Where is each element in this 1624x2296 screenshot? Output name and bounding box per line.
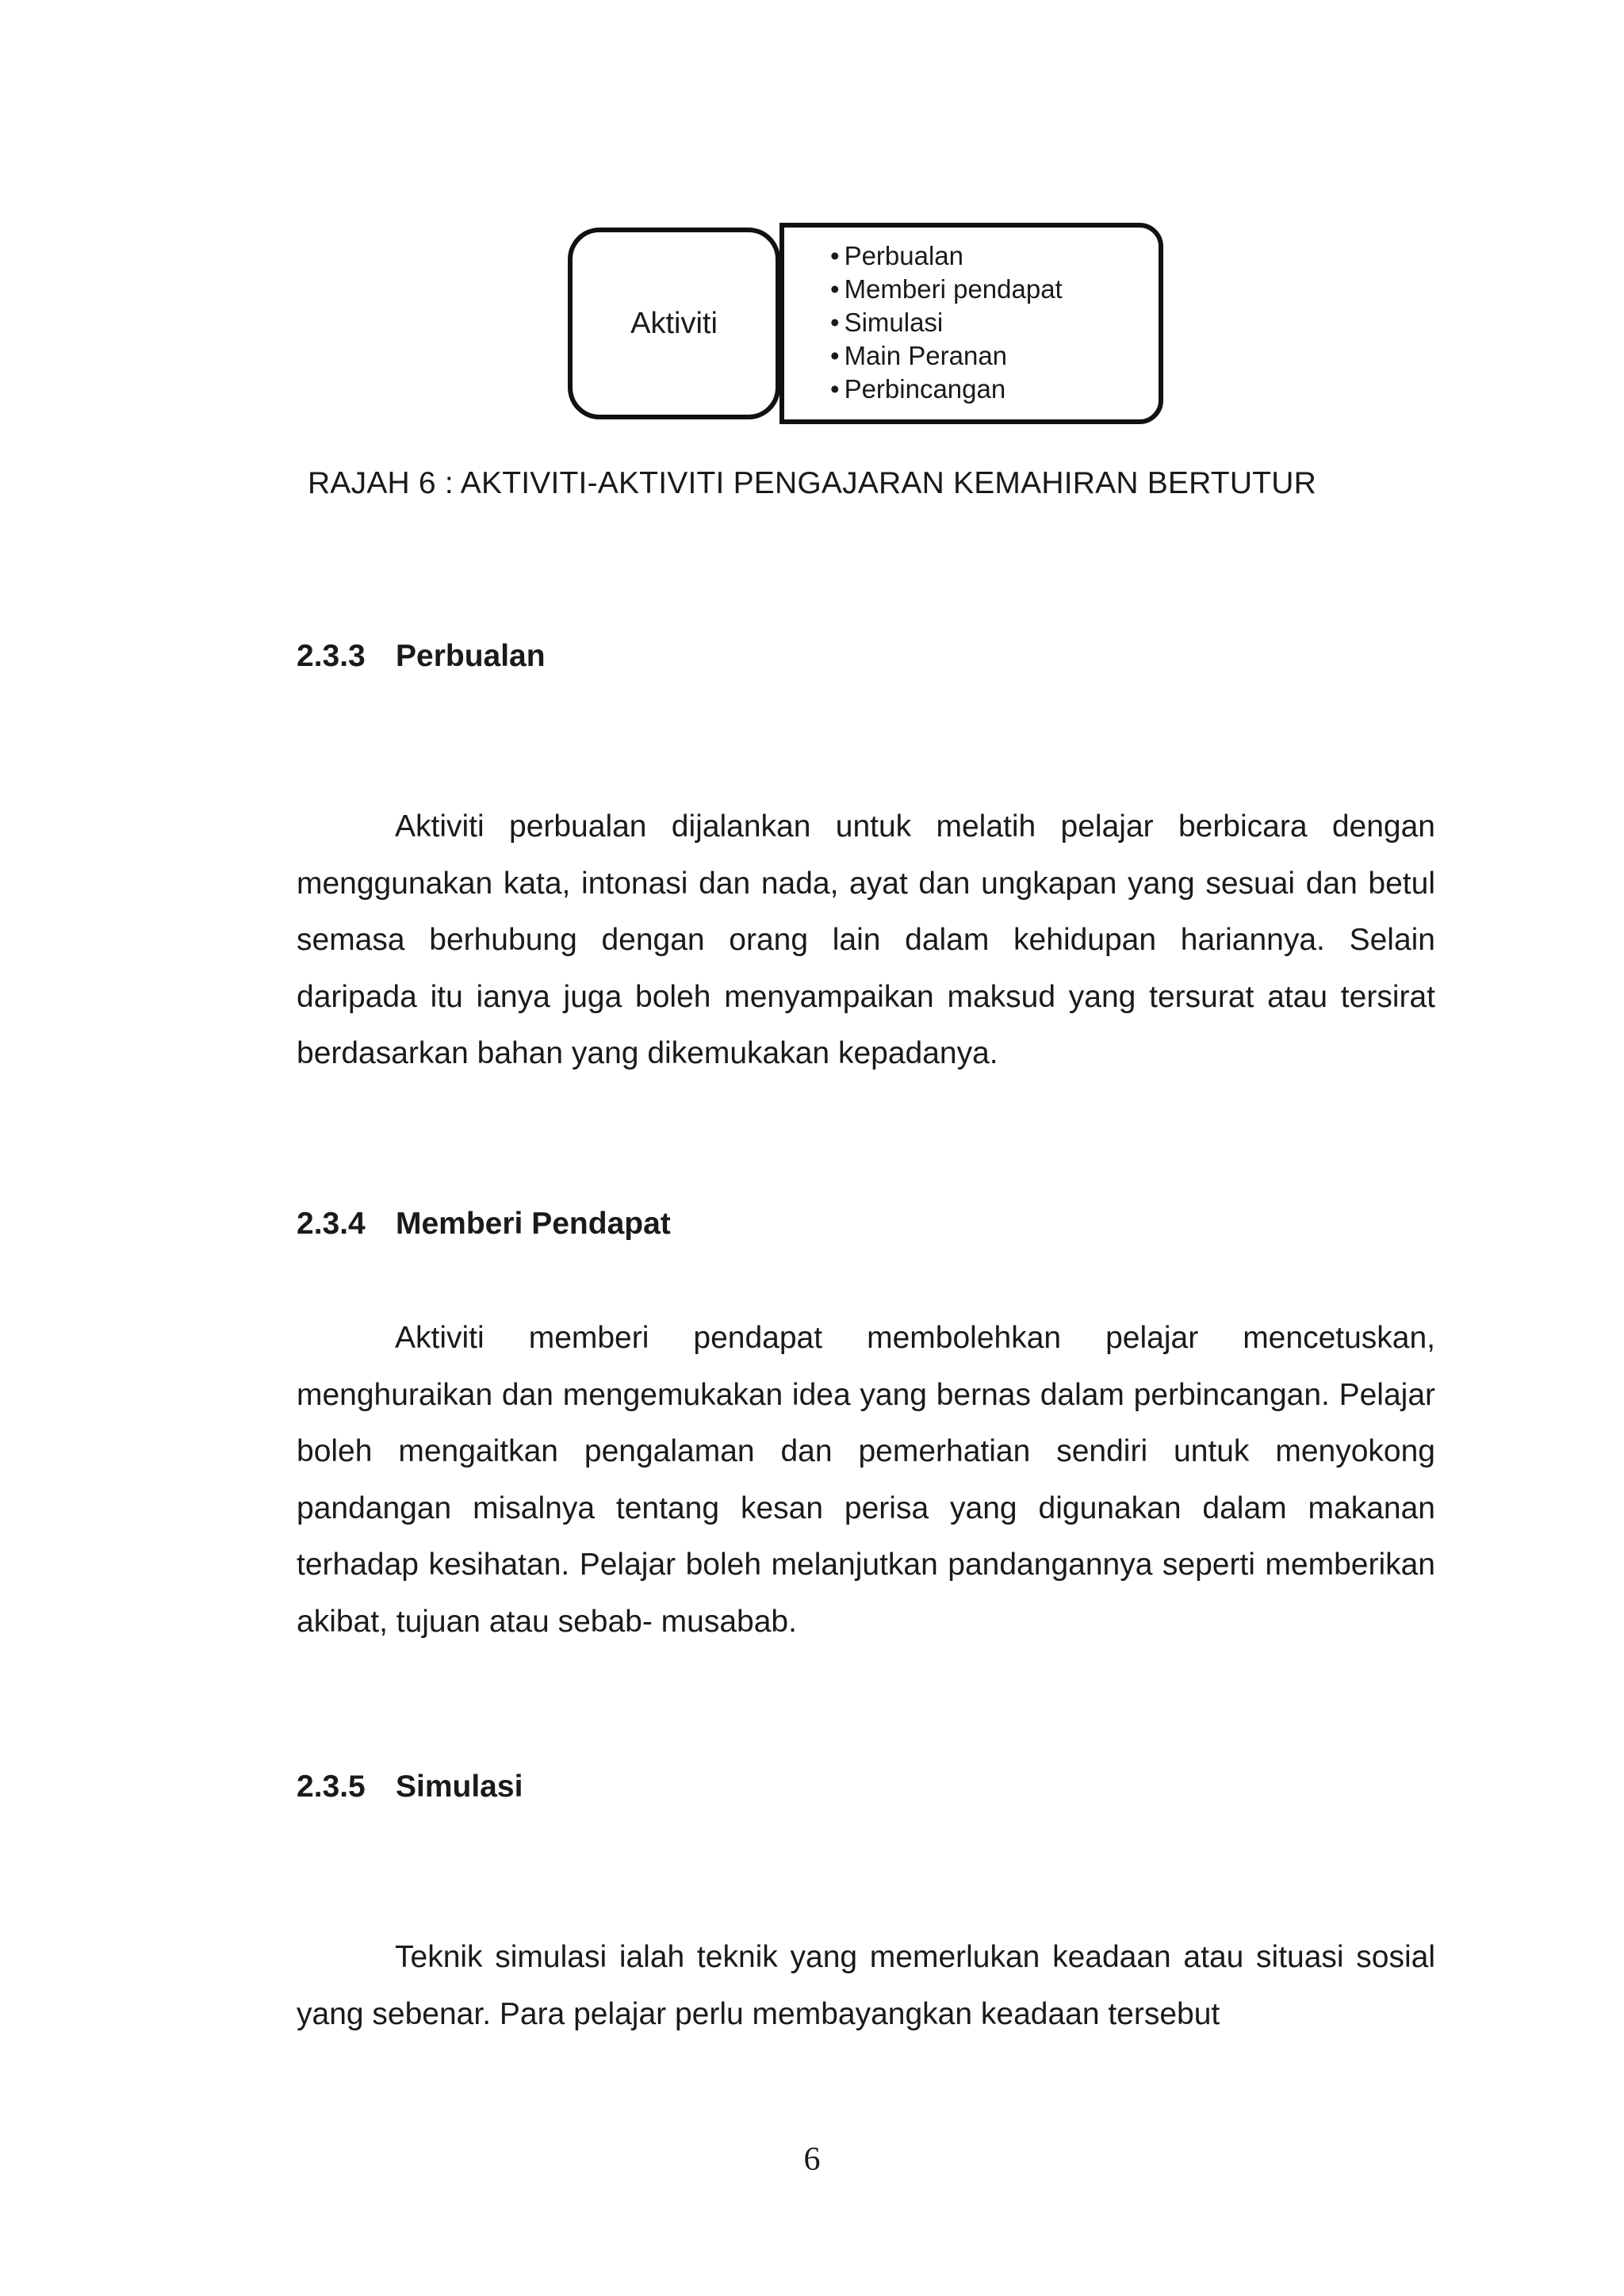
list-item: • Memberi pendapat	[830, 273, 1063, 306]
list-item: • Perbincangan	[830, 373, 1063, 406]
page-number: 6	[803, 2141, 821, 2178]
section-paragraph	[297, 1929, 1435, 2042]
list-item: • Main Peranan	[830, 339, 1063, 373]
section-heading	[297, 1770, 523, 1804]
section-paragraph	[297, 798, 1435, 1082]
figure-caption: RAJAH 6 : AKTIVITI-AKTIVITI PENGAJARAN KEMAHIRAN BERTUTUR	[308, 466, 1316, 500]
paragraph-text: Aktiviti memberi pendapat membolehkan pelajar mencetuskan, menghuraikan dan mengemukakan idea yang bernas dalam perbincangan. Pelajar boleh mengaitkan pengalaman dan pemerhatian sendiri untuk menyokong pandangan misalnya tentang kesan perisa yang digunakan dalam makanan terhadap kesihatan. Pelajar boleh melanjutkan pandangannya seperti memberikan akibat, tujuan atau sebab- musabab.	[297, 1321, 1435, 1639]
list-item: • Simulasi	[830, 306, 1063, 339]
section-heading	[297, 1207, 671, 1242]
section-heading	[297, 639, 546, 674]
list-item: • Perbualan	[830, 239, 1063, 273]
paragraph-text: Aktiviti perbualan dijalankan untuk melatih pelajar berbicara dengan menggunakan kata, intonasi dan nada, ayat dan ungkapan yang sesuai dan betul semasa berhubung dengan orang lain dalam kehidupan hariannya. Selain daripada itu ianya juga boleh menyampaikan maksud yang tersurat atau tersirat berdasarkan bahan yang dikemukakan kepadanya.	[297, 809, 1435, 1070]
section-title: Memberi Pendapat	[396, 1207, 671, 1241]
activity-list	[830, 239, 1063, 406]
activity-box-label: Aktiviti	[630, 306, 718, 340]
section-number: 2.3.5	[297, 1770, 366, 1804]
section-paragraph	[297, 1310, 1435, 1650]
section-title: Perbualan	[396, 639, 546, 673]
section-number: 2.3.3	[297, 639, 366, 673]
activities-diagram	[0, 0, 1624, 444]
section-number: 2.3.4	[297, 1207, 366, 1241]
paragraph-text: Teknik simulasi ialah teknik yang memerlukan keadaan atau situasi sosial yang sebenar. Para pelajar perlu membayangkan keadaan tersebut	[297, 1940, 1435, 2031]
section-title: Simulasi	[396, 1770, 523, 1804]
